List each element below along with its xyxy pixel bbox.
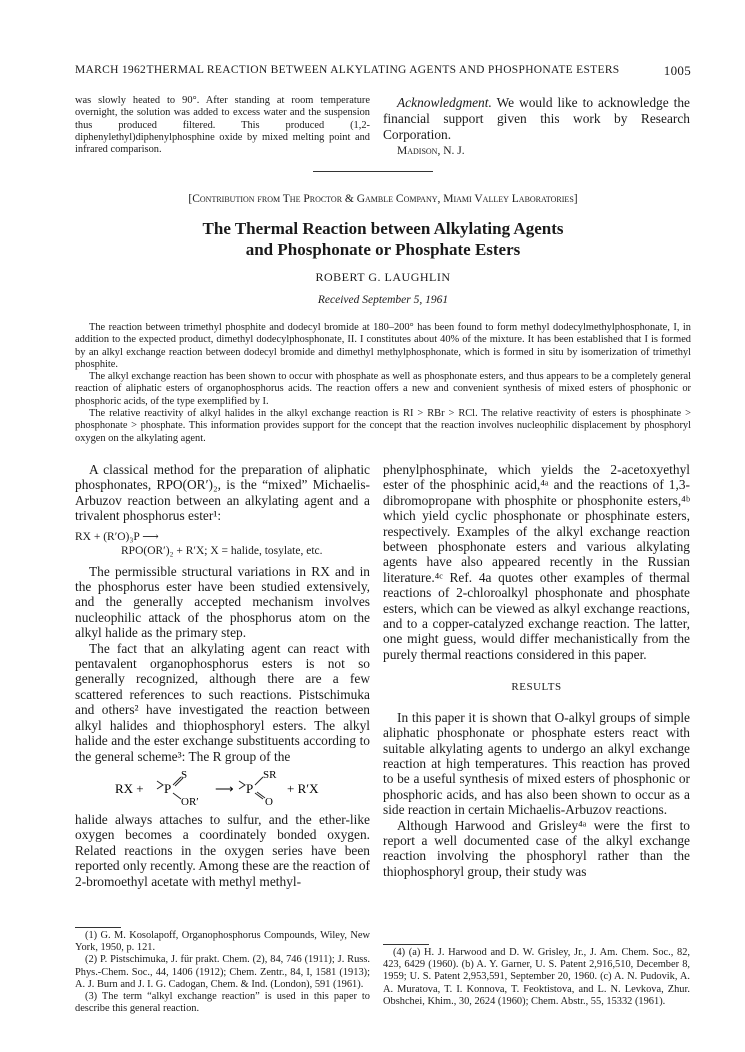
footnote-1: (1) G. M. Kosolapoff, Organophosphorus Compounds, Wiley, New York, 1950, p. 121. xyxy=(75,930,370,954)
contribution-line: [Contribution from The Proctor & Gamble Company, Miami Valley Laboratories] xyxy=(188,193,578,205)
section-divider xyxy=(313,171,433,172)
top-left-continuation: was slowly heated to 90°. After standing at room temperature overnight, the solution was added to excess water and the suspension thus produced filtered. This produced (1,2-diphenylethyl)diphenylphosphine oxide by mixed melting point and infrared comparison. xyxy=(75,95,370,156)
abstract-paragraph: The reaction between trimethyl phosphite and dodecyl bromide at 180–200° has been found to form methyl dodecylmethylphosphonate, I, in addition to the expected product, dimethyl dodecylphosphonate, II. I constitutes about 40% of the mixture. It has been established that I is formed by an alkyl exchange reaction between dodecyl bromide and dimethyl methylphosphonate, which is formed in situ by isomerization of trimethyl phosphite. xyxy=(75,322,691,370)
scheme-arrow: ⟶ xyxy=(215,780,234,796)
scheme-bond xyxy=(255,777,263,785)
scheme-p2: P xyxy=(246,780,254,796)
title-line-2: and Phosphonate or Phosphate Esters xyxy=(245,240,521,259)
left-footnotes xyxy=(75,930,370,1015)
right-column xyxy=(383,462,690,879)
ack-place: Madison, N. J. xyxy=(397,145,465,157)
results-heading: RESULTS xyxy=(511,681,562,694)
scheme-product: + R′X xyxy=(287,780,319,796)
scheme-bond xyxy=(173,793,181,799)
footnote-rule xyxy=(75,927,121,928)
received-date: Received September 5, 1961 xyxy=(317,294,449,306)
article-title xyxy=(75,218,691,260)
body-paragraph: phenylphosphinate, which yields the 2-acetoxyethyl ester of the phosphinic acid,⁴ᵃ and the reactions of 1,3-dibromopropane with phosphite or phosphonite esters,⁴ᵇ which yield cyclic phosphonate or phosphinate esters, respectively. Examples of the alkyl exchange reaction between phosphonate esters and various alkylating agents have also appeared recently in the Russian literature.⁴ᶜ Ref. 4a quotes other examples of thermal reactions of 2-chloroalkyl phosphonate and phosphate esters, which can be viewed as alkyl exchange reactions, and to a copper-catalyzed exchange reaction. The latter, one might guess, would differ mechanistically from the purely thermal reactions considered in this paper. xyxy=(383,462,690,662)
equation-1-line-1: RX + (R′O)₃P ⟶ xyxy=(75,530,159,543)
scheme-or: OR′ xyxy=(181,795,199,808)
abstract xyxy=(75,322,691,445)
equation-1-line-2: RPO(OR′)₂ + R′X; X = halide, tosylate, etc. xyxy=(121,544,323,557)
abstract-paragraph: The alkyl exchange reaction has been shown to occur with phosphate as well as phosphonate esters, and thus appears to be a completely general reaction of aliphatic esters of organophosphorus acids. The reaction offers a new and convenient synthesis of mixed esters of phosphonic or phosphoric acids, of the type exemplified by I. xyxy=(75,371,691,407)
body-paragraph: halide always attaches to sulfur, and the ether-like oxygen becomes a coordinately bonded oxygen. Related reactions in the oxygen series have been reported only recently. Among these are the reaction of 2-bromoethyl acetate with methyl methyl- xyxy=(75,811,370,889)
scheme-reactant: RX + xyxy=(115,780,144,796)
reaction-scheme xyxy=(75,766,370,810)
body-paragraph: The permissible structural variations in RX and in the phosphorus ester have been studied extensively, and the generally accepted mechanism involves nucleophilic attack of the phosphorus atom on the alkyl halide as the primary step. xyxy=(75,563,370,641)
author: ROBERT G. LAUGHLIN xyxy=(315,270,451,284)
header-date: MARCH 1962 xyxy=(75,64,147,76)
scheme-bond xyxy=(157,781,163,789)
scheme-p1: P xyxy=(164,780,172,796)
scheme-s: S xyxy=(181,768,188,781)
title-line-1: The Thermal Reaction between Alkylating Agents xyxy=(202,219,564,238)
scheme-sr: SR xyxy=(263,768,277,781)
left-column xyxy=(75,462,370,889)
scheme-bond xyxy=(239,781,245,789)
right-footnotes xyxy=(383,947,690,1008)
results-paragraph: Although Harwood and Grisley⁴ᵃ were the first to report a well documented case of the alkyl exchange reaction involving the phosphoryl rather than the thiophosphoryl group, their study was xyxy=(383,817,690,879)
header-title: THERMAL REACTION BETWEEN ALKYLATING AGENTS AND PHOSPHONATE ESTERS xyxy=(146,64,620,76)
ack-text: We would like to acknowledge the financial support given this work by Research Corporation. xyxy=(383,95,690,142)
intro-paragraph: A classical method for the preparation of aliphatic phosphonates, RPO(OR′)₂, is the “mixed” Michaelis-Arbuzov reaction between an alkylating agent and a trivalent phosphorus ester¹: xyxy=(75,462,370,524)
body-paragraph: The fact that an alkylating agent can react with pentavalent organophosphorus esters is not so generally recognized, although there are a few scattered references to such reactions. Pistschimuka and others² have investigated the reaction between alkyl halides and thiophosphoryl esters. The alkyl halide and the ester exchange substituents according to the general scheme³: The R group of the xyxy=(75,640,370,764)
ack-label: Acknowledgment. xyxy=(397,95,492,110)
scheme-o: O xyxy=(265,795,273,808)
results-paragraph: In this paper it is shown that O-alkyl groups of simple aliphatic phosphonate or phosphate esters react with suitable alkylating agents to undergo an alkyl exchange reaction at high temperatures. This reaction has proved to be a useful synthesis of mixed esters of phosphonic or phosphoric acids, and has also been shown to occur as a side reaction in certain Michaelis-Arbuzov reactions. xyxy=(383,709,690,818)
equation-1 xyxy=(75,530,370,558)
footnote-4: (4) (a) H. J. Harwood and D. W. Grisley, Jr., J. Am. Chem. Soc., 82, 423, 6429 (1960). (b) A. Y. Garner, U. S. Patent 2,916,510, December 8, 1959; U. S. Patent 2,953,591, September 20, 1960. (c) A. N. Pudovik, A. A. Muratova, T. I. Konnova, T. Feoktistova, and L. N. Levkova, Zhur. Obshchei, Khim., 30, 2624 (1960); Chem. Abstr., 55, 15332 (1961). xyxy=(383,947,690,1007)
footnote-3: (3) The term “alkyl exchange reaction” is used in this paper to describe this general reaction. xyxy=(75,991,370,1015)
page-number: 1005 xyxy=(663,63,691,78)
footnote-2: (2) P. Pistschimuka, J. für prakt. Chem. (2), 84, 746 (1911); J. Russ. Phys.-Chem. Soc., 44, 1406 (1912); Chem. Zentr., 84, I, 1581 (1913); A. J. Burn and J. I. G. Cadogan, Chem. & Ind. (London), 591 (1961). xyxy=(75,954,370,990)
acknowledgment xyxy=(383,95,690,157)
footnote-rule xyxy=(383,944,429,945)
abstract-paragraph: The relative reactivity of alkyl halides in the alkyl exchange reaction is RI > RBr > RCl. The relative reactivity of esters is phosphinate > phosphonate > phosphate. This information provides support for the concept that the reaction involves nucleophilic displacement by phosphoryl oxygen on the alkylating agent. xyxy=(75,408,691,444)
